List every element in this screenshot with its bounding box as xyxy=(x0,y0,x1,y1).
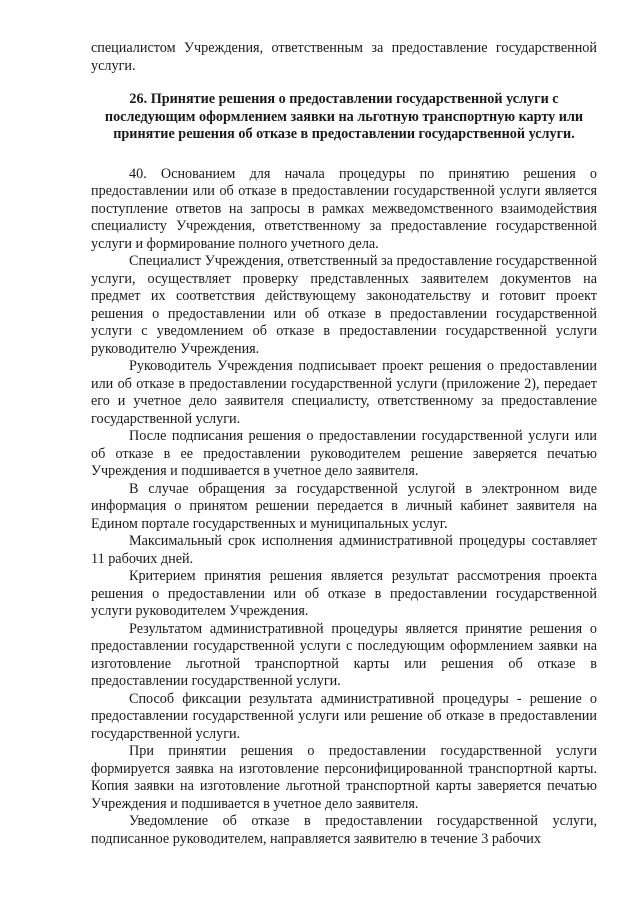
paragraph-result: Результатом административной процедуры является принятие решения о предоставлении государственной услуги с последующим оформлением заявки на изготовление льготной транспортной карты или решения об отказе в предоставлении государственной услуги. xyxy=(91,620,597,689)
paragraph-max-term: Максимальный срок исполнения административной процедуры составляет 11 рабочих дней. xyxy=(91,533,597,567)
paragraph-after-signing: После подписания решения о предоставлении государственной услуги или об отказе в ее предоставлении руководителем решение заверяется печатью Учреждения и подшивается в учетное дело заявителя. xyxy=(91,428,597,479)
paragraph-electronic: В случае обращения за государственной услугой в электронном виде информация о принятом решении передается в личный кабинет заявителя на Едином портале государственных и муниципальных услуг. xyxy=(91,480,597,532)
paragraph-criterion: Критерием принятия решения является результат рассмотрения проекта решения о предоставлении или об отказе в предоставлении государственной услуги руководителем Учреждения. xyxy=(91,568,597,619)
paragraph-refusal-notice: Уведомление об отказе в предоставлении государственной услуги, подписанное руководителем, направляется заявителю в течение 3 рабочих xyxy=(91,813,597,847)
paragraph-fixation: Способ фиксации результата административной процедуры - решение о предоставлении государственной услуги или решение об отказе в предоставлении государственной услуги. xyxy=(91,690,597,742)
continuation-paragraph: специалистом Учреждения, ответственным за предоставление государственной услуги. xyxy=(91,40,597,74)
paragraph-specialist-check: Специалист Учреждения, ответственный за предоставление государственной услуги, осуществляет проверку представленных заявителем документов на предмет их соответствия действующему законодательству и готовит проект решения о предоставлении или об отказе в предоставлении государственной услуги с уведомлением об отказе в предоставлении государственной услуги руководителю Учреждения. xyxy=(91,253,597,357)
paragraph-40: 40. Основанием для начала процедуры по принятию решения о предоставлении или об отказе в предоставлении государственной услуги является поступление ответов на запросы в рамках межведомственного взаимодействия специалисту Учреждения, ответственному за предоставление государственной услуги и формирование полного учетного дела. xyxy=(91,165,597,252)
document-page xyxy=(91,40,597,848)
paragraph-head-signs: Руководитель Учреждения подписывает проект решения о предоставлении или об отказе в предоставлении государственной услуги (приложение 2), передает его и учетное дело заявителя специалисту, ответственному за предоставление государственной услуги. xyxy=(91,358,597,427)
section-heading: 26. Принятие решения о предоставлении государственной услуги с последующим оформлением заявки на льготную транспортную карту или принятие решения об отказе в предоставлении государственной услуги. xyxy=(104,91,584,142)
paragraph-card-request: При принятии решения о предоставлении государственной услуги формируется заявка на изготовление персонифицированной транспортной карты. Копия заявки на изготовление льготной транспортной карты заверяется печатью Учреждения и подшивается в учетное дело заявителя. xyxy=(91,743,597,812)
